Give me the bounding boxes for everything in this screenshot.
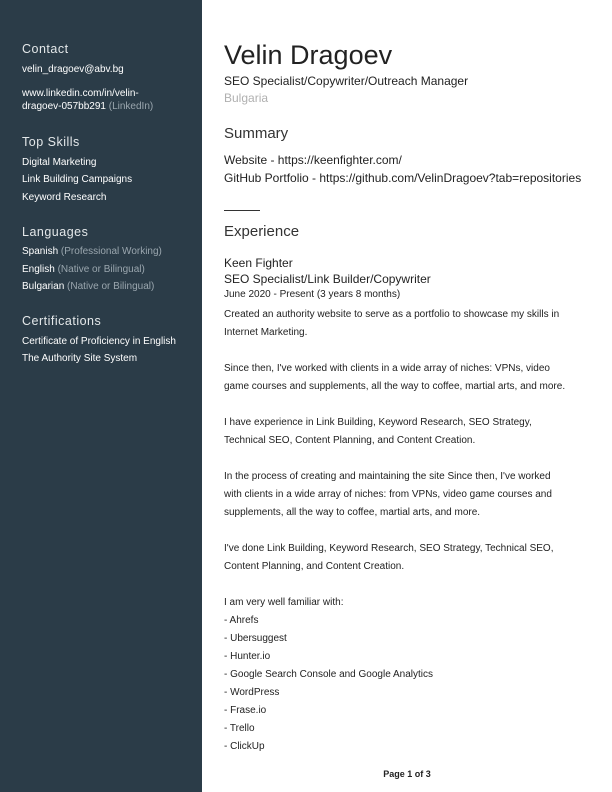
description-line: - WordPress [224, 687, 280, 698]
page-number: Page 1 of 3 [383, 769, 431, 779]
description-blank-line [224, 522, 565, 540]
language-item [22, 246, 162, 258]
linkedin-link-line1[interactable]: www.linkedin.com/in/velin- [22, 88, 139, 99]
language-level: (Professional Working) [60, 246, 162, 257]
description-line: I've done Link Building, Keyword Research, SEO Strategy, Technical SEO, [224, 543, 554, 554]
description-line: game courses and supplements, all the way to coffee, martial arts, and more. [224, 381, 566, 392]
description-line: Internet Marketing. [224, 327, 308, 338]
description-line: - Ubersuggest [224, 633, 287, 644]
experience-heading: Experience [224, 223, 300, 240]
sidebar [0, 0, 202, 792]
section-divider [224, 210, 260, 211]
description-line: with clients in a wide array of niches: from VPNs, video game courses and [224, 489, 552, 500]
description-blank-line [224, 576, 565, 594]
description-line: Since then, I've worked with clients in a wide array of niches: VPNs, video [224, 363, 550, 374]
company-name: Keen Fighter [224, 256, 293, 270]
description-blank-line [224, 450, 565, 468]
skill-item: Keyword Research [22, 192, 107, 203]
certifications-heading: Certifications [22, 314, 102, 328]
email-link[interactable]: velin_dragoev@abv.bg [22, 64, 124, 75]
language-level: (Native or Bilingual) [67, 281, 155, 292]
certification-item: The Authority Site System [22, 353, 138, 364]
linkedin-url[interactable]: dragoev-057bb291 [22, 101, 106, 112]
job-dates: June 2020 - Present (3 years 8 months) [224, 289, 401, 300]
language-name: English [22, 264, 55, 275]
language-name: Bulgarian [22, 281, 65, 292]
description-line: - ClickUp [224, 741, 265, 752]
description-blank-line [224, 396, 565, 414]
description-line: - Frase.io [224, 705, 267, 716]
language-level: (Native or Bilingual) [57, 264, 145, 275]
linkedin-link-line2[interactable] [22, 101, 153, 113]
description-line: Created an authority website to serve as a portfolio to showcase my skills in [224, 309, 560, 320]
contact-heading: Contact [22, 42, 69, 56]
job-title: SEO Specialist/Link Builder/Copywriter [224, 272, 431, 286]
linkedin-label: (LinkedIn) [108, 101, 154, 112]
description-blank-line [224, 342, 565, 360]
skill-item: Link Building Campaigns [22, 174, 133, 185]
description-line: - Google Search Console and Google Analytics [224, 669, 434, 680]
description-line: - Trello [224, 723, 255, 734]
summary-heading: Summary [224, 125, 289, 142]
description-line: - Hunter.io [224, 651, 271, 662]
description-line: Technical SEO, Content Planning, and Content Creation. [224, 435, 476, 446]
description-line: Content Planning, and Content Creation. [224, 561, 405, 572]
profile-headline: SEO Specialist/Copywriter/Outreach Manager [224, 74, 469, 88]
description-line: I am very well familiar with: [224, 597, 344, 608]
skill-item: Digital Marketing [22, 157, 97, 168]
top-skills-heading: Top Skills [22, 135, 80, 149]
language-name: Spanish [22, 246, 59, 257]
profile-name: Velin Dragoev [224, 40, 393, 70]
job-description [224, 306, 565, 756]
summary-github[interactable]: GitHub Portfolio - https://github.com/VelinDragoev?tab=repositories [224, 171, 582, 185]
summary-website[interactable]: Website - https://keenfighter.com/ [224, 153, 402, 167]
language-item [22, 281, 154, 293]
description-line: In the process of creating and maintaining the site Since then, I've worked [224, 471, 551, 482]
description-line: I have experience in Link Building, Keyword Research, SEO Strategy, [224, 417, 532, 428]
description-line: supplements, all the way to coffee, martial arts, and more. [224, 507, 481, 518]
profile-location: Bulgaria [224, 91, 269, 105]
languages-heading: Languages [22, 225, 89, 239]
certification-item: Certificate of Proficiency in English [22, 336, 176, 347]
language-item [22, 264, 145, 276]
description-line: - Ahrefs [224, 615, 259, 626]
